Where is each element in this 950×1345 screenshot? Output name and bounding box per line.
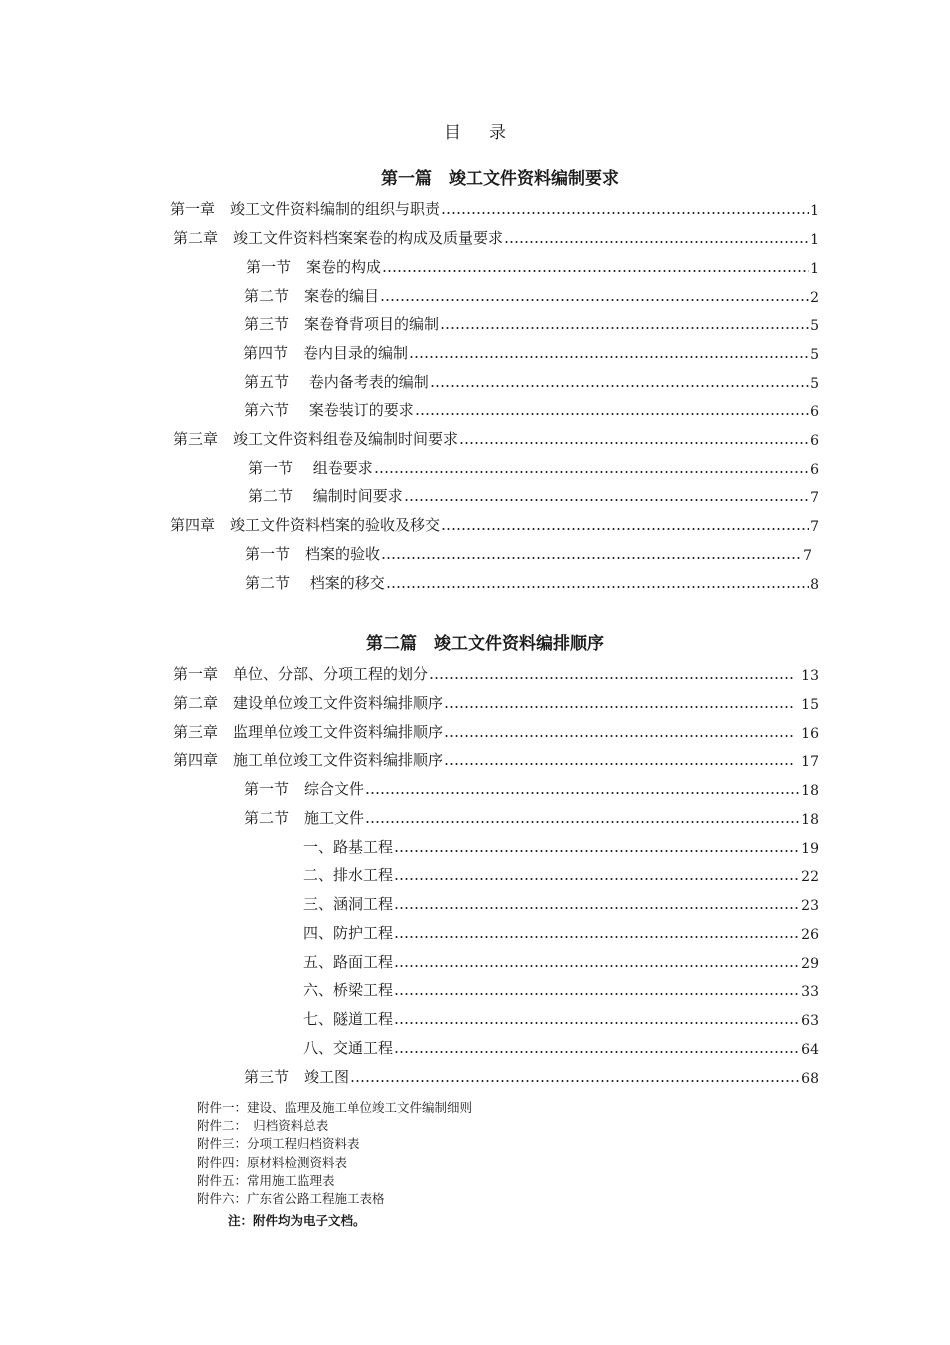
leader-dots bbox=[365, 792, 800, 794]
leader-dots bbox=[394, 907, 800, 909]
leader-dots bbox=[394, 936, 800, 938]
entry-page: 18 bbox=[801, 783, 819, 799]
toc-entry[interactable] bbox=[173, 664, 819, 684]
toc-entry[interactable] bbox=[245, 544, 812, 564]
entry-label: 八、交通工程 bbox=[303, 1039, 394, 1057]
toc-entry[interactable] bbox=[173, 228, 819, 248]
entry-label: 第三章 竣工文件资料组卷及编制时间要求 bbox=[173, 430, 459, 448]
attachment-note: 注：附件均为电子文档。 bbox=[228, 1213, 366, 1228]
leader-dots bbox=[386, 586, 809, 588]
entry-label: 第四章 竣工文件资料档案的验收及移交 bbox=[170, 516, 441, 534]
entry-label: 一、路基工程 bbox=[303, 838, 394, 856]
title-char-1: 目 bbox=[444, 123, 461, 143]
entry-label: 三、涵洞工程 bbox=[303, 895, 394, 913]
toc-entry[interactable] bbox=[303, 923, 819, 943]
toc-entry[interactable] bbox=[303, 1009, 819, 1029]
leader-dots bbox=[381, 557, 802, 559]
entry-label: 第三节 案卷脊背项目的编制 bbox=[244, 315, 440, 333]
entry-page: 26 bbox=[801, 927, 819, 943]
leader-dots bbox=[394, 993, 800, 995]
entry-label: 第一章 竣工文件资料编制的组织与职责 bbox=[170, 200, 441, 218]
toc-entry[interactable] bbox=[244, 400, 819, 420]
entry-label: 第三章 监理单位竣工文件资料编排顺序 bbox=[173, 723, 444, 741]
toc-entry[interactable] bbox=[173, 722, 819, 742]
toc-entry[interactable] bbox=[244, 779, 819, 799]
leader-dots bbox=[380, 299, 809, 301]
part1-heading: 第一篇 竣工文件资料编制要求 bbox=[381, 169, 619, 189]
entry-label: 第二章 竣工文件资料档案案卷的构成及质量要求 bbox=[173, 229, 504, 247]
entry-label: 第三节 竣工图 bbox=[244, 1068, 350, 1086]
entry-label: 第四章 施工单位竣工文件资料编排顺序 bbox=[173, 751, 444, 769]
attachment-item: 附件六：广东省公路工程施工表格 bbox=[197, 1191, 385, 1206]
entry-page: 64 bbox=[801, 1042, 819, 1058]
entry-page: 33 bbox=[801, 984, 819, 1000]
attachment-item: 附件一：建设、监理及施工单位竣工文件编制细则 bbox=[197, 1100, 473, 1115]
entry-label: 第一节 组卷要求 bbox=[248, 459, 373, 477]
entry-page: 68 bbox=[801, 1071, 819, 1087]
entry-page: 5 bbox=[810, 318, 819, 334]
entry-page: 15 bbox=[801, 697, 819, 713]
leader-dots bbox=[459, 442, 809, 444]
toc-entry[interactable] bbox=[173, 750, 819, 770]
leader-dots bbox=[430, 385, 809, 387]
leader-dots bbox=[394, 965, 800, 967]
entry-label: 六、桥梁工程 bbox=[303, 981, 394, 999]
toc-entry[interactable] bbox=[245, 573, 819, 593]
toc-entry[interactable] bbox=[248, 458, 819, 478]
page-title bbox=[0, 118, 950, 143]
leader-dots bbox=[394, 850, 800, 852]
toc-entry[interactable] bbox=[173, 693, 819, 713]
entry-page: 18 bbox=[801, 812, 819, 828]
toc-entry[interactable] bbox=[303, 1038, 819, 1058]
entry-page: 6 bbox=[810, 404, 819, 420]
entry-page: 7 bbox=[810, 490, 819, 506]
entry-label: 五、路面工程 bbox=[303, 953, 394, 971]
leader-dots bbox=[394, 1022, 800, 1024]
toc-entry[interactable] bbox=[170, 199, 819, 219]
part2-heading: 第二篇 竣工文件资料编排顺序 bbox=[366, 634, 604, 654]
entry-page: 1 bbox=[810, 203, 819, 219]
leader-dots bbox=[415, 413, 809, 415]
entry-page: 23 bbox=[801, 898, 819, 914]
title-char-2: 录 bbox=[489, 123, 506, 143]
entry-page: 16 bbox=[801, 726, 819, 742]
entry-page: 63 bbox=[801, 1013, 819, 1029]
entry-label: 第二节 施工文件 bbox=[244, 809, 365, 827]
leader-dots bbox=[444, 706, 793, 708]
leader-dots bbox=[374, 471, 809, 473]
entry-page: 5 bbox=[810, 376, 819, 392]
entry-label: 七、隧道工程 bbox=[303, 1010, 394, 1028]
toc-entry[interactable] bbox=[303, 894, 819, 914]
entry-page: 5 bbox=[810, 347, 819, 363]
leader-dots bbox=[441, 212, 809, 214]
entry-page: 2 bbox=[810, 290, 819, 306]
entry-page: 22 bbox=[801, 869, 819, 885]
entry-label: 第二节 档案的移交 bbox=[245, 574, 385, 592]
entry-label: 第五节 卷内备考表的编制 bbox=[244, 373, 429, 391]
toc-entry[interactable] bbox=[244, 1067, 819, 1087]
leader-dots bbox=[365, 821, 800, 823]
entry-page: 17 bbox=[801, 754, 819, 770]
entry-label: 二、排水工程 bbox=[303, 866, 394, 884]
entry-page: 29 bbox=[801, 956, 819, 972]
toc-entry[interactable] bbox=[244, 372, 819, 392]
toc-entry[interactable] bbox=[246, 257, 819, 277]
attachment-item: 附件三：分项工程归档资料表 bbox=[197, 1136, 360, 1151]
toc-entry[interactable] bbox=[248, 486, 819, 506]
leader-dots bbox=[444, 763, 793, 765]
entry-label: 第二节 案卷的编目 bbox=[244, 287, 380, 305]
leader-dots bbox=[429, 677, 793, 679]
leader-dots bbox=[504, 241, 809, 243]
entry-page: 13 bbox=[801, 668, 819, 684]
entry-label: 第一节 案卷的构成 bbox=[246, 258, 382, 276]
entry-page: 1 bbox=[810, 232, 819, 248]
leader-dots bbox=[382, 270, 809, 272]
entry-page: 6 bbox=[810, 462, 819, 478]
entry-label: 四、防护工程 bbox=[303, 924, 394, 942]
toc-entry[interactable] bbox=[303, 837, 819, 857]
toc-entry[interactable] bbox=[303, 865, 819, 885]
entry-page: 7 bbox=[803, 548, 812, 564]
toc-entry[interactable] bbox=[173, 429, 819, 449]
leader-dots bbox=[404, 499, 809, 501]
leader-dots bbox=[440, 327, 809, 329]
toc-entry[interactable] bbox=[243, 343, 819, 363]
leader-dots bbox=[441, 528, 809, 530]
entry-label: 第四节 卷内目录的编制 bbox=[243, 344, 409, 362]
toc-entry[interactable] bbox=[244, 314, 819, 334]
leader-dots bbox=[409, 356, 809, 358]
toc-entry[interactable] bbox=[303, 980, 819, 1000]
entry-page: 8 bbox=[810, 577, 819, 593]
entry-label: 第六节 案卷装订的要求 bbox=[244, 401, 414, 419]
toc-entry[interactable] bbox=[303, 952, 819, 972]
toc-entry[interactable] bbox=[244, 286, 819, 306]
leader-dots bbox=[444, 735, 793, 737]
entry-page: 1 bbox=[810, 261, 819, 277]
entry-label: 第二章 建设单位竣工文件资料编排顺序 bbox=[173, 694, 444, 712]
entry-label: 第二节 编制时间要求 bbox=[248, 487, 403, 505]
entry-page: 19 bbox=[801, 841, 819, 857]
attachment-item: 附件二： 归档资料总表 bbox=[197, 1118, 329, 1133]
entry-label: 第一节 档案的验收 bbox=[245, 545, 381, 563]
leader-dots bbox=[394, 878, 800, 880]
leader-dots bbox=[394, 1051, 800, 1053]
attachment-item: 附件五：常用施工监理表 bbox=[197, 1173, 335, 1188]
entry-label: 第一节 综合文件 bbox=[244, 780, 365, 798]
entry-label: 第一章 单位、分部、分项工程的划分 bbox=[173, 665, 429, 683]
entry-page: 7 bbox=[810, 519, 819, 535]
leader-dots bbox=[350, 1080, 800, 1082]
toc-entry[interactable] bbox=[244, 808, 819, 828]
entry-page: 6 bbox=[810, 433, 819, 449]
toc-entry[interactable] bbox=[170, 515, 819, 535]
attachment-item: 附件四：原材料检测资料表 bbox=[197, 1155, 348, 1170]
